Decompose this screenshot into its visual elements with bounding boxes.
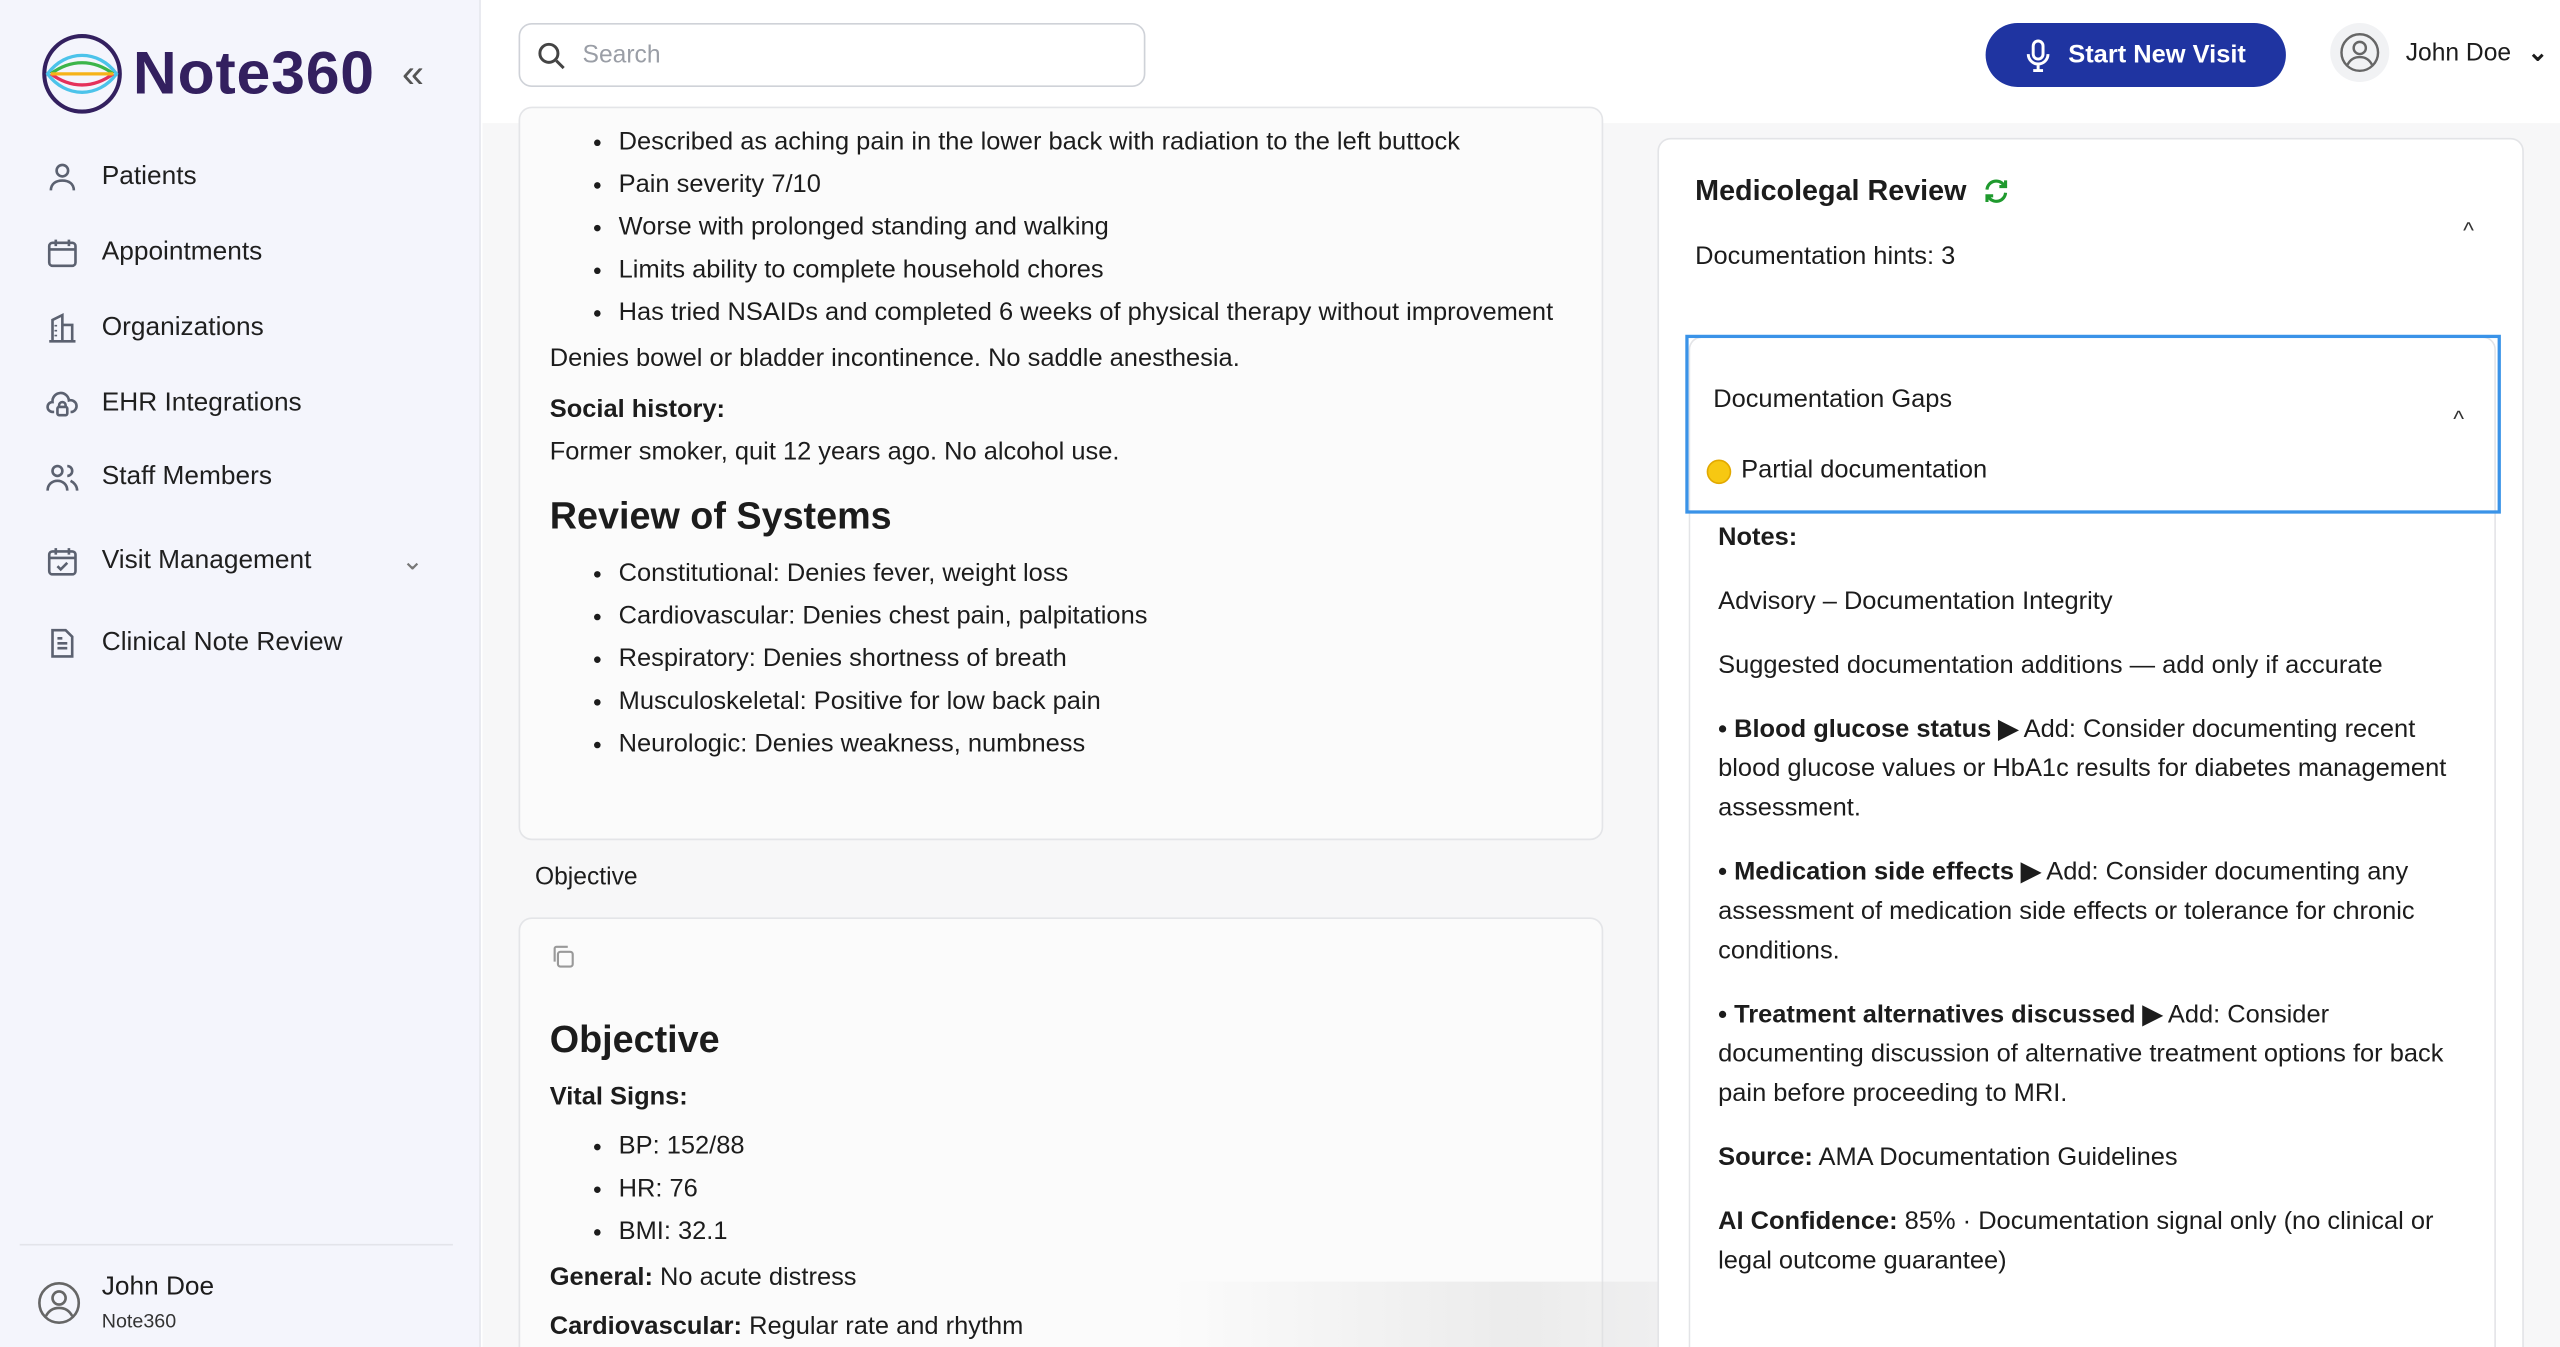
start-new-visit-label: Start New Visit bbox=[2068, 40, 2246, 69]
sidebar-item-clinical-note-review[interactable] bbox=[46, 627, 423, 660]
general-text: No acute distress bbox=[660, 1263, 857, 1292]
main-content bbox=[482, 123, 2560, 1347]
logo[interactable] bbox=[41, 33, 375, 115]
documentation-gaps-title: Documentation Gaps bbox=[1713, 385, 1953, 414]
sidebar-item-label: Appointments bbox=[101, 237, 263, 266]
sidebar-item-ehr-integrations[interactable] bbox=[46, 387, 423, 420]
list-item: • Worse with prolonged standing and walking bbox=[619, 207, 1572, 250]
user-icon bbox=[46, 161, 79, 194]
list-item: • HR: 76 bbox=[619, 1168, 1572, 1211]
list-item: • Has tried NSAIDs and completed 6 weeks of physical therapy without improvement bbox=[619, 292, 1572, 331]
symptom-list bbox=[619, 121, 1572, 331]
user-org: Note360 bbox=[101, 1309, 177, 1333]
list-item: • Limits ability to complete household chores bbox=[619, 249, 1572, 292]
ai-confidence bbox=[1718, 1203, 2473, 1282]
confidence-text: 85% · Documentation signal only (no clinical or legal outcome guarantee) bbox=[1718, 1207, 2434, 1276]
building-icon bbox=[46, 312, 79, 345]
calendar-check-icon bbox=[46, 545, 79, 578]
avatar-icon bbox=[36, 1280, 82, 1326]
sidebar-item-label: Patients bbox=[101, 162, 197, 191]
chevron-down-icon[interactable]: ⌄ bbox=[401, 548, 424, 576]
sidebar-item-staff-members[interactable] bbox=[46, 461, 423, 494]
user-circle-icon bbox=[2338, 31, 2381, 74]
sidebar bbox=[0, 0, 481, 1347]
subjective-card bbox=[519, 107, 1604, 841]
medicolegal-review-panel bbox=[1657, 138, 2523, 1347]
source-label: Source: bbox=[1718, 1143, 1813, 1172]
hint-item bbox=[1718, 996, 2473, 1114]
collapse-sidebar-icon[interactable]: « bbox=[402, 52, 424, 97]
vital-signs-label: Vital Signs: bbox=[549, 1083, 688, 1111]
list-item: • Pain severity 7/10 bbox=[619, 164, 1572, 207]
review-title-text: Medicolegal Review bbox=[1695, 173, 1967, 207]
sidebar-item-organizations[interactable] bbox=[46, 312, 423, 345]
sidebar-item-label: Staff Members bbox=[101, 462, 272, 491]
sidebar-item-label: Clinical Note Review bbox=[101, 628, 343, 657]
advisory-text: Advisory – Documentation Integrity bbox=[1718, 587, 2113, 616]
hint-text: Add: Consider documenting recent blood glucose values or HbA1c results for diabetes management assessment. bbox=[1718, 715, 2447, 823]
gap-notes bbox=[1718, 519, 2473, 1307]
start-new-visit-button[interactable] bbox=[1986, 23, 2286, 87]
sidebar-item-patients[interactable] bbox=[46, 161, 423, 194]
sidebar-item-appointments[interactable] bbox=[46, 236, 423, 269]
app-name: Note360 bbox=[132, 39, 375, 107]
vitals-list bbox=[619, 1126, 1572, 1254]
general-label: General: bbox=[549, 1263, 653, 1292]
copy-icon[interactable] bbox=[550, 944, 576, 970]
hint-title: • Treatment alternatives discussed ▶ bbox=[1718, 1001, 2163, 1029]
search-input[interactable] bbox=[583, 41, 1075, 69]
notes-label: Notes: bbox=[1718, 523, 1798, 552]
sidebar-item-label: Visit Management bbox=[101, 546, 312, 575]
status-text: Partial documentation bbox=[1741, 456, 1988, 485]
list-item: • Cardiovascular: Denies chest pain, palpitations bbox=[619, 596, 1572, 639]
confidence-label: AI Confidence: bbox=[1718, 1207, 1898, 1236]
hint-title: • Blood glucose status ▶ bbox=[1718, 715, 2018, 744]
calendar-icon bbox=[46, 236, 79, 269]
cardio-text: Regular rate and rhythm bbox=[749, 1312, 1024, 1341]
divider bbox=[20, 1244, 453, 1246]
documentation-hints: Documentation hints: 3 bbox=[1695, 242, 1956, 271]
social-history-label: Social history: bbox=[549, 395, 726, 424]
source-text: AMA Documentation Guidelines bbox=[1812, 1143, 2178, 1172]
documentation-gaps-header[interactable] bbox=[1685, 335, 2501, 514]
logo-icon bbox=[41, 33, 123, 115]
refresh-icon[interactable] bbox=[1983, 177, 2011, 205]
sidebar-item-label: Organizations bbox=[101, 313, 264, 342]
sidebar-item-label: EHR Integrations bbox=[101, 388, 302, 417]
list-item: • Constitutional: Denies fever, weight loss bbox=[619, 553, 1572, 596]
sidebar-user[interactable] bbox=[36, 1273, 214, 1332]
list-item: • Respiratory: Denies shortness of breath bbox=[619, 638, 1572, 681]
document-icon bbox=[46, 627, 79, 660]
objective-section-label: Objective bbox=[534, 863, 638, 892]
users-icon bbox=[46, 461, 79, 494]
list-item: • Musculoskeletal: Positive for low back pain bbox=[619, 681, 1572, 724]
ros-heading: Review of Systems bbox=[549, 493, 892, 537]
cardio-label: Cardiovascular: bbox=[549, 1312, 743, 1341]
cloud-lock-icon bbox=[46, 387, 79, 420]
avatar bbox=[2330, 23, 2389, 82]
sidebar-item-visit-management[interactable] bbox=[46, 545, 423, 578]
list-item: • BMI: 32.1 bbox=[619, 1211, 1572, 1254]
chevron-down-icon: ⌄ bbox=[2527, 39, 2549, 68]
objective-heading: Objective bbox=[549, 1017, 720, 1061]
hint-item bbox=[1718, 711, 2473, 829]
status-dot-icon bbox=[1707, 459, 1732, 484]
hint-text: Add: Consider documenting any assessment of medication side effects or tolerance for chronic conditions. bbox=[1718, 858, 2415, 965]
list-item: • Described as aching pain in the lower back with radiation to the left buttock bbox=[619, 121, 1572, 164]
chevron-up-icon[interactable]: ^ bbox=[2453, 405, 2465, 432]
user-name: John Doe bbox=[2405, 38, 2512, 67]
status-badge bbox=[1707, 456, 1987, 486]
hint-title: • Medication side effects ▶ bbox=[1718, 858, 2041, 887]
list-item: • Neurologic: Denies weakness, numbness bbox=[619, 724, 1572, 767]
chevron-up-icon[interactable]: ^ bbox=[2463, 216, 2474, 243]
user-name: John Doe bbox=[101, 1273, 215, 1302]
hint-item bbox=[1718, 853, 2473, 971]
suggested-text: Suggested documentation additions — add only if accurate bbox=[1718, 651, 2383, 680]
microphone-icon bbox=[2026, 39, 2052, 72]
search-icon bbox=[537, 40, 567, 70]
ros-list bbox=[619, 553, 1572, 766]
user-menu[interactable] bbox=[2330, 23, 2548, 82]
list-item: • BP: 152/88 bbox=[619, 1126, 1572, 1169]
source bbox=[1718, 1139, 2473, 1178]
denies-text: Denies bowel or bladder incontinence. No saddle anesthesia. bbox=[549, 344, 1240, 373]
hint-text: Add: Consider documenting discussion of alternative treatment options for back pain before proceeding to MRI. bbox=[1718, 1001, 2444, 1108]
search-box[interactable] bbox=[519, 23, 1146, 87]
social-history-text: Former smoker, quit 12 years ago. No alcohol use. bbox=[549, 438, 1120, 467]
review-title bbox=[1695, 174, 2011, 208]
